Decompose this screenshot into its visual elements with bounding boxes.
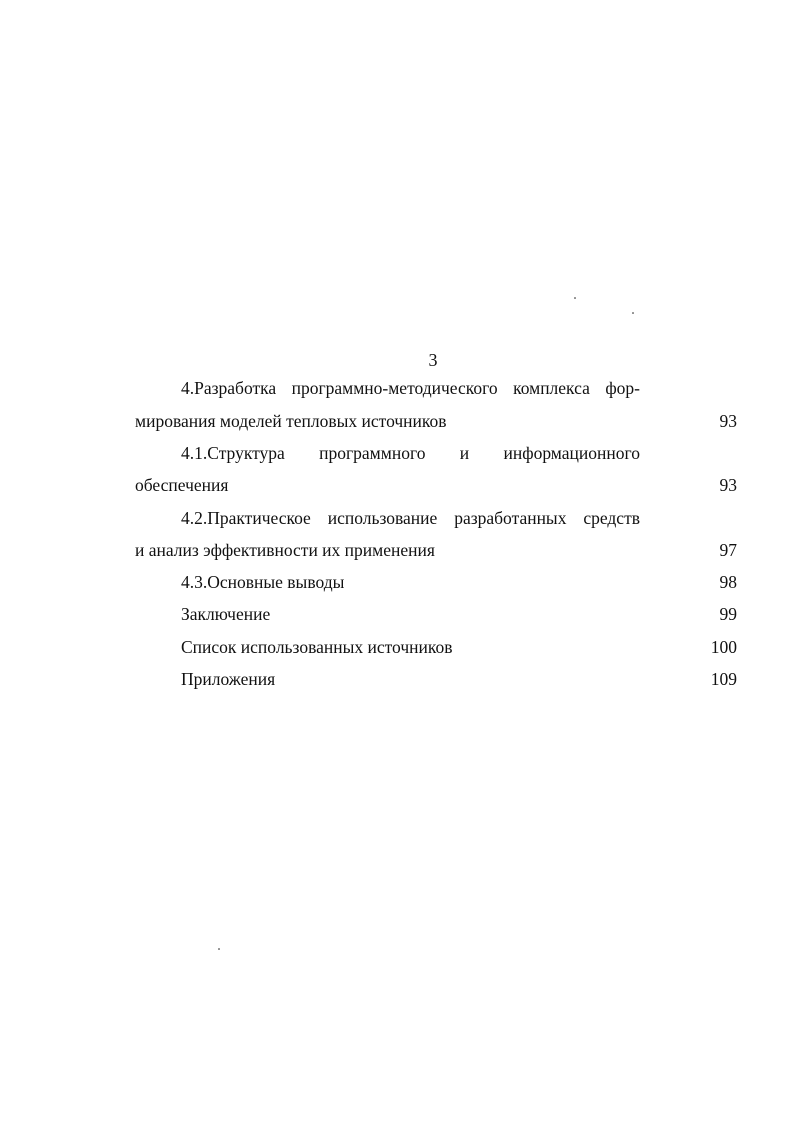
toc-entry-text: Заключение [181, 604, 271, 624]
toc-entry-text: Список использованных источников [181, 637, 453, 657]
toc-entry-page: 93 [719, 475, 737, 495]
toc-entry-page: 109 [710, 669, 737, 689]
toc-entry-text-line2: мирования моделей тепловых источников [135, 411, 447, 431]
toc-entry-text-line1: 4.Разработка программно-методического комплекса фор- [181, 378, 640, 398]
scan-speck [574, 297, 576, 299]
toc-entry-text: 4.3.Основные выводы [181, 572, 345, 592]
toc-entry-page: 93 [719, 411, 737, 431]
toc-entry-text-line1: 4.2.Практическое использование разработанных средств [181, 508, 640, 528]
page-number: 3 [428, 350, 438, 370]
toc-entry-page: 98 [719, 572, 737, 592]
toc-entry-page: 99 [719, 604, 737, 624]
scan-speck [632, 312, 634, 314]
toc-entry-text: Приложения [181, 669, 276, 689]
toc-entry-text-line2: и анализ эффективности их применения [135, 540, 435, 560]
toc-entry-text-line2: обеспечения [135, 475, 229, 495]
toc-entry-page: 100 [710, 637, 737, 657]
toc-entry-text-line1: 4.1.Структура программного и информационного [181, 443, 640, 463]
scan-speck [218, 948, 220, 950]
toc-entry-page: 97 [719, 540, 737, 560]
